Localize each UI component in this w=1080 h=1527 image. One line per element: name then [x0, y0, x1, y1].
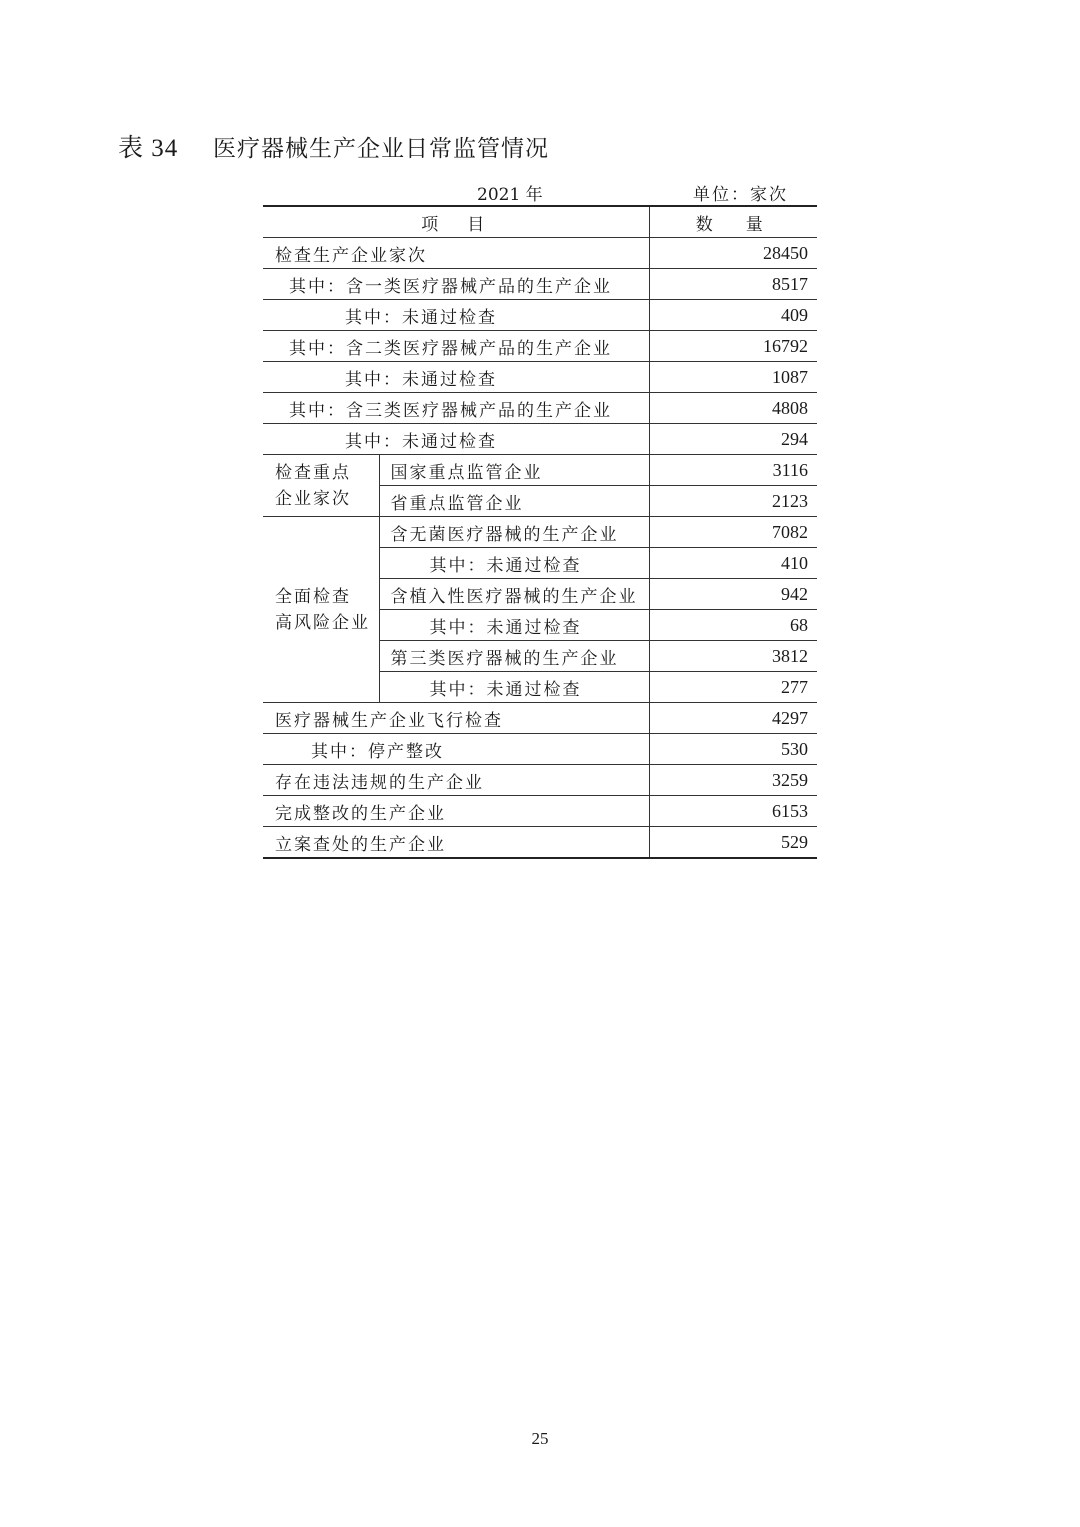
page-number: 25: [531, 1429, 549, 1448]
header-item: 项 目: [263, 206, 649, 238]
row-label: 其中：含一类医疗器械产品的生产企业: [263, 269, 649, 300]
row-label: 其中：未通过检查: [379, 672, 649, 703]
year-label: 2021 年: [477, 185, 543, 205]
unit-label: 单位：家次: [693, 185, 788, 205]
row-label: 国家重点监管企业: [379, 455, 649, 486]
table-row: [263, 362, 817, 393]
row-label: 其中：含三类医疗器械产品的生产企业: [263, 393, 649, 424]
table-number: 表 34: [118, 135, 179, 162]
table-caption: 医疗器械生产企业日常监管情况: [213, 136, 549, 162]
table-row: [263, 393, 817, 424]
row-value: 530: [649, 734, 817, 765]
row-label: 其中：未通过检查: [379, 610, 649, 641]
table-row: [263, 238, 817, 269]
row-label: 第三类医疗器械的生产企业: [379, 641, 649, 672]
row-label: 存在违法违规的生产企业: [263, 765, 649, 796]
row-label: 其中：未通过检查: [263, 362, 649, 393]
table-row: [263, 734, 817, 765]
row-value: 6153: [649, 796, 817, 827]
row-value: 68: [649, 610, 817, 641]
table-row: [263, 455, 817, 486]
header-row: [263, 206, 817, 238]
row-label: 含无菌医疗器械的生产企业: [379, 517, 649, 548]
row-label: 完成整改的生产企业: [263, 796, 649, 827]
supervision-table: [263, 205, 817, 859]
table-title: [118, 128, 549, 164]
row-label: 检查生产企业家次: [263, 238, 649, 269]
row-value: 3116: [649, 455, 817, 486]
row-value: 3812: [649, 641, 817, 672]
row-value: 294: [649, 424, 817, 455]
group-label-line: 全面检查: [275, 586, 351, 607]
table-row: [263, 331, 817, 362]
row-label: 含植入性医疗器械的生产企业: [379, 579, 649, 610]
row-label: 医疗器械生产企业飞行检查: [263, 703, 649, 734]
table-row: [263, 827, 817, 859]
table-row: [263, 703, 817, 734]
row-label: 其中：未通过检查: [263, 424, 649, 455]
row-value: 4808: [649, 393, 817, 424]
table-row: [263, 517, 817, 548]
group-label-line: 企业家次: [275, 488, 351, 509]
row-value: 409: [649, 300, 817, 331]
group-label-high-risk: [263, 517, 379, 703]
row-label: 其中：未通过检查: [263, 300, 649, 331]
row-label: 立案查处的生产企业: [263, 827, 649, 859]
row-value: 28450: [649, 238, 817, 269]
group-label-line: 检查重点: [275, 462, 351, 483]
row-value: 16792: [649, 331, 817, 362]
row-value: 410: [649, 548, 817, 579]
row-value: 4297: [649, 703, 817, 734]
row-value: 8517: [649, 269, 817, 300]
row-label: 其中：停产整改: [263, 734, 649, 765]
row-value: 1087: [649, 362, 817, 393]
row-value: 277: [649, 672, 817, 703]
row-value: 2123: [649, 486, 817, 517]
row-value: 942: [649, 579, 817, 610]
row-value: 529: [649, 827, 817, 859]
table-row: [263, 269, 817, 300]
row-label: 其中：含二类医疗器械产品的生产企业: [263, 331, 649, 362]
table-row: [263, 424, 817, 455]
row-label: 其中：未通过检查: [379, 548, 649, 579]
row-value: 7082: [649, 517, 817, 548]
table-row: [263, 300, 817, 331]
table-row: [263, 796, 817, 827]
table-row: [263, 765, 817, 796]
group-label-line: 高风险企业: [275, 612, 370, 633]
group-label-key-enterprises: [263, 455, 379, 517]
row-label: 省重点监管企业: [379, 486, 649, 517]
row-value: 3259: [649, 765, 817, 796]
header-value: 数 量: [649, 206, 817, 238]
